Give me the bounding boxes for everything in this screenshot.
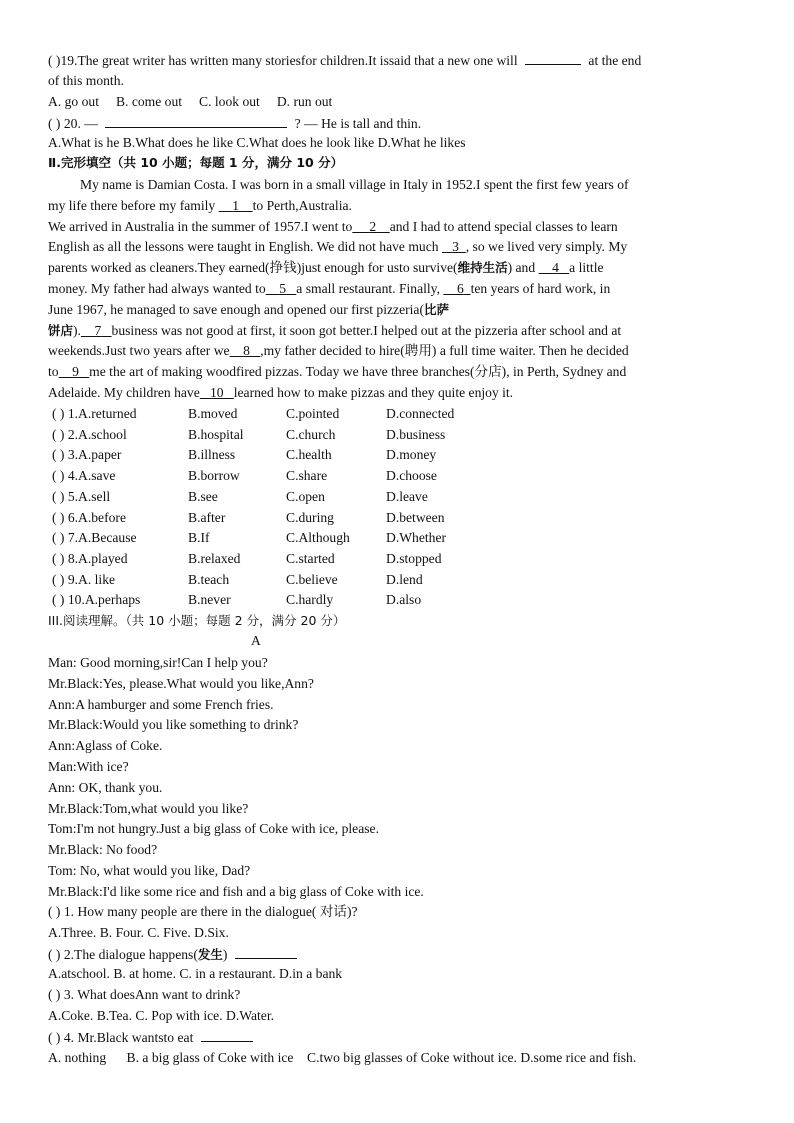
q19-blank[interactable]	[525, 52, 581, 65]
cloze-p4: English as all the lessons were taught in English. We did not have much 3 , so we lived very simply. My	[48, 239, 628, 254]
cloze-option[interactable]: ( ) 10.A.perhaps	[52, 592, 141, 608]
cloze-option[interactable]: C.health	[286, 447, 332, 463]
cloze-option-row	[52, 427, 482, 443]
cloze-p5: parents worked as cleaners.They earned(挣钱)just enough for usto survive(维持生活) and 4 a little	[48, 260, 604, 275]
cloze-option-row	[52, 551, 482, 567]
cloze-p2: my life there before my family 1 to Perth,Australia.	[48, 198, 352, 213]
reading-q3-options: A.Coke. B.Tea. C. Pop with ice. D.Water.	[48, 1008, 274, 1023]
cloze-option[interactable]: B.illness	[188, 447, 236, 463]
blank-8[interactable]: 8	[243, 343, 250, 358]
blank-2[interactable]: 2	[369, 219, 377, 234]
blank-9[interactable]: 9	[72, 364, 79, 379]
cloze-option[interactable]: B.after	[188, 509, 226, 525]
cloze-option[interactable]: B.never	[188, 592, 231, 608]
dialogue-line: Man: Good morning,sir!Can I help you?	[48, 655, 268, 670]
cloze-option[interactable]: B.relaxed	[188, 550, 241, 566]
cloze-p11: Adelaide. My children have 10 learned how to make pizzas and they quite enjoy it.	[48, 385, 514, 400]
q20-blank[interactable]	[105, 115, 287, 128]
dialogue-line: Mr.Black:I'd like some rice and fish and a big glass of Coke with ice.	[48, 883, 424, 899]
cloze-option[interactable]: C.Although	[286, 530, 350, 546]
blank-1[interactable]: 1	[232, 198, 240, 213]
dialogue-line: Ann:Aglass of Coke.	[48, 738, 163, 754]
cloze-option[interactable]: D.between	[386, 509, 445, 525]
section3-title: III.阅读理解。（共 10 小题；每题 2 分，满分 20 分）	[48, 613, 346, 628]
cloze-option[interactable]: D.also	[386, 592, 422, 608]
cloze-option-row	[52, 510, 482, 526]
cloze-option[interactable]: ( ) 6.A.before	[52, 509, 126, 525]
blank-4[interactable]: 4	[552, 260, 559, 275]
q20-line	[48, 115, 421, 132]
cloze-option[interactable]: ( ) 4.A.save	[52, 468, 116, 484]
cloze-option-row	[52, 592, 482, 608]
cloze-option-row	[52, 489, 482, 505]
cloze-p8: 饼店). 7 business was not good at first, it soon got better.I helped out at the pizzeria after school and at	[48, 323, 622, 338]
cloze-option-row	[52, 406, 482, 422]
q19-stem-end: at the end	[588, 53, 642, 68]
cloze-option[interactable]: D.money	[386, 447, 437, 463]
blank-3[interactable]: 3	[452, 239, 459, 254]
dialogue-line: Tom:I'm not hungry.Just a big glass of Coke with ice, please.	[48, 821, 379, 837]
cloze-option[interactable]: B.borrow	[188, 468, 240, 484]
cloze-option[interactable]: D.choose	[386, 468, 437, 484]
dialogue-line: Ann: OK, thank you.	[48, 779, 163, 795]
cloze-option-row	[52, 530, 482, 546]
cloze-option[interactable]: ( ) 8.A.played	[52, 550, 128, 566]
cloze-option[interactable]: C.believe	[286, 571, 338, 587]
dialogue-line: Mr.Black:Tom,what would you like?	[48, 800, 249, 816]
reading-q3: ( ) 3. What doesAnn want to drink?	[48, 987, 241, 1002]
q20-options: A.What is he B.What does he like C.What does he look like D.What he likes	[48, 135, 466, 150]
cloze-p10: to 9 me the art of making woodfired pizzas. Today we have three branches(分店), in Perth, Sydney and	[48, 364, 627, 379]
reading-q4-options: A. nothing B. a big glass of Coke with ice C.two big glasses of Coke without ice. D.some rice and fish.	[48, 1050, 637, 1065]
section2-title: Ⅱ.完形填空（共 10 小题；每题 1 分，满分 10 分）	[48, 155, 344, 170]
cloze-option[interactable]: B.teach	[188, 571, 230, 587]
blank-10[interactable]: 10	[209, 385, 224, 400]
dialogue-line: Man:With ice?	[48, 759, 129, 774]
reading-q2-blank[interactable]	[235, 946, 297, 959]
blank-6[interactable]: 6	[456, 281, 464, 296]
dialogue-line: Mr.Black: No food?	[48, 842, 158, 858]
cloze-p3: We arrived in Australia in the summer of 1957.I went to 2 and I had to attend special classes to learn	[48, 219, 618, 234]
cloze-p7: June 1967, he managed to save enough and opened our first pizzeria(比萨	[48, 302, 449, 317]
q19-line1	[48, 52, 641, 69]
dialogue-line: Mr.Black:Would you like something to drink?	[48, 717, 299, 733]
cloze-option-row	[52, 572, 482, 588]
cloze-option[interactable]: B.see	[188, 488, 218, 504]
cloze-option[interactable]: C.hardly	[286, 592, 334, 608]
cloze-p1: My name is Damian Costa. I was born in a small village in Italy in 1952.I spent the first few years of	[80, 177, 629, 192]
cloze-option[interactable]: D.stopped	[386, 550, 442, 566]
reading-q4-blank[interactable]	[201, 1029, 253, 1042]
cloze-option[interactable]: B.moved	[188, 406, 238, 421]
cloze-option[interactable]: C.share	[286, 468, 328, 484]
cloze-option[interactable]: ( ) 3.A.paper	[52, 447, 122, 463]
reading-q2-options: A.atschool. B. at home. C. in a restaurant. D.in a bank	[48, 966, 343, 981]
cloze-p6: money. My father had always wanted to 5 a small restaurant. Finally, 6 ten years of hard work, in	[48, 281, 611, 296]
cloze-option[interactable]: ( ) 2.A.school	[52, 426, 127, 442]
cloze-option[interactable]: ( ) 7.A.Because	[52, 530, 137, 546]
cloze-option[interactable]: D.business	[386, 426, 446, 442]
q20-stem: ( ) 20. —	[48, 116, 98, 131]
cloze-option[interactable]: D.Whether	[386, 530, 447, 546]
cloze-option[interactable]: ( ) 9.A. like	[52, 571, 116, 587]
cloze-option[interactable]: D.connected	[386, 406, 455, 421]
cloze-option[interactable]: D.lend	[386, 571, 423, 587]
q19-options: A. go out B. come out C. look out D. run out	[48, 94, 333, 109]
cloze-option[interactable]: D.leave	[386, 488, 428, 504]
cloze-option-row	[52, 468, 482, 484]
cloze-option[interactable]: ( ) 1.A.returned	[52, 406, 137, 421]
reading-q4: ( ) 4. Mr.Black wantsto eat	[48, 1029, 253, 1046]
reading-q2: ( ) 2.The dialogue happens(发生)	[48, 946, 297, 963]
cloze-option[interactable]: B.If	[188, 530, 210, 546]
blank-5[interactable]: 5	[279, 281, 287, 296]
blank-7[interactable]: 7	[94, 323, 102, 338]
dialogue-line: Tom: No, what would you like, Dad?	[48, 863, 251, 878]
q20-stem-end: ? — He is tall and thin.	[294, 116, 422, 131]
cloze-option[interactable]: C.started	[286, 550, 335, 566]
cloze-option-row	[52, 447, 482, 463]
passage-label: A	[251, 633, 261, 648]
reading-q1-options: A.Three. B. Four. C. Five. D.Six.	[48, 925, 229, 940]
cloze-option[interactable]: C.pointed	[286, 406, 340, 421]
cloze-option[interactable]: C.during	[286, 509, 334, 525]
q19-line2: of this month.	[48, 73, 124, 88]
cloze-option[interactable]: C.church	[286, 426, 336, 442]
cloze-option[interactable]: C.open	[286, 488, 325, 504]
q19-stem: ( )19.The great writer has written many storiesfor children.It issaid that a new one will	[48, 53, 518, 68]
dialogue-line: Mr.Black:Yes, please.What would you like,Ann?	[48, 675, 314, 691]
reading-q1: ( ) 1. How many people are there in the dialogue( 对话)?	[48, 904, 358, 919]
cloze-p9: weekends.Just two years after we 8 ,my father decided to hire(聘用) a full time waiter. Then he decided	[48, 343, 629, 358]
cloze-option[interactable]: B.hospital	[188, 426, 244, 442]
cloze-option[interactable]: ( ) 5.A.sell	[52, 488, 111, 504]
dialogue-line: Ann:A hamburger and some French fries.	[48, 696, 274, 712]
